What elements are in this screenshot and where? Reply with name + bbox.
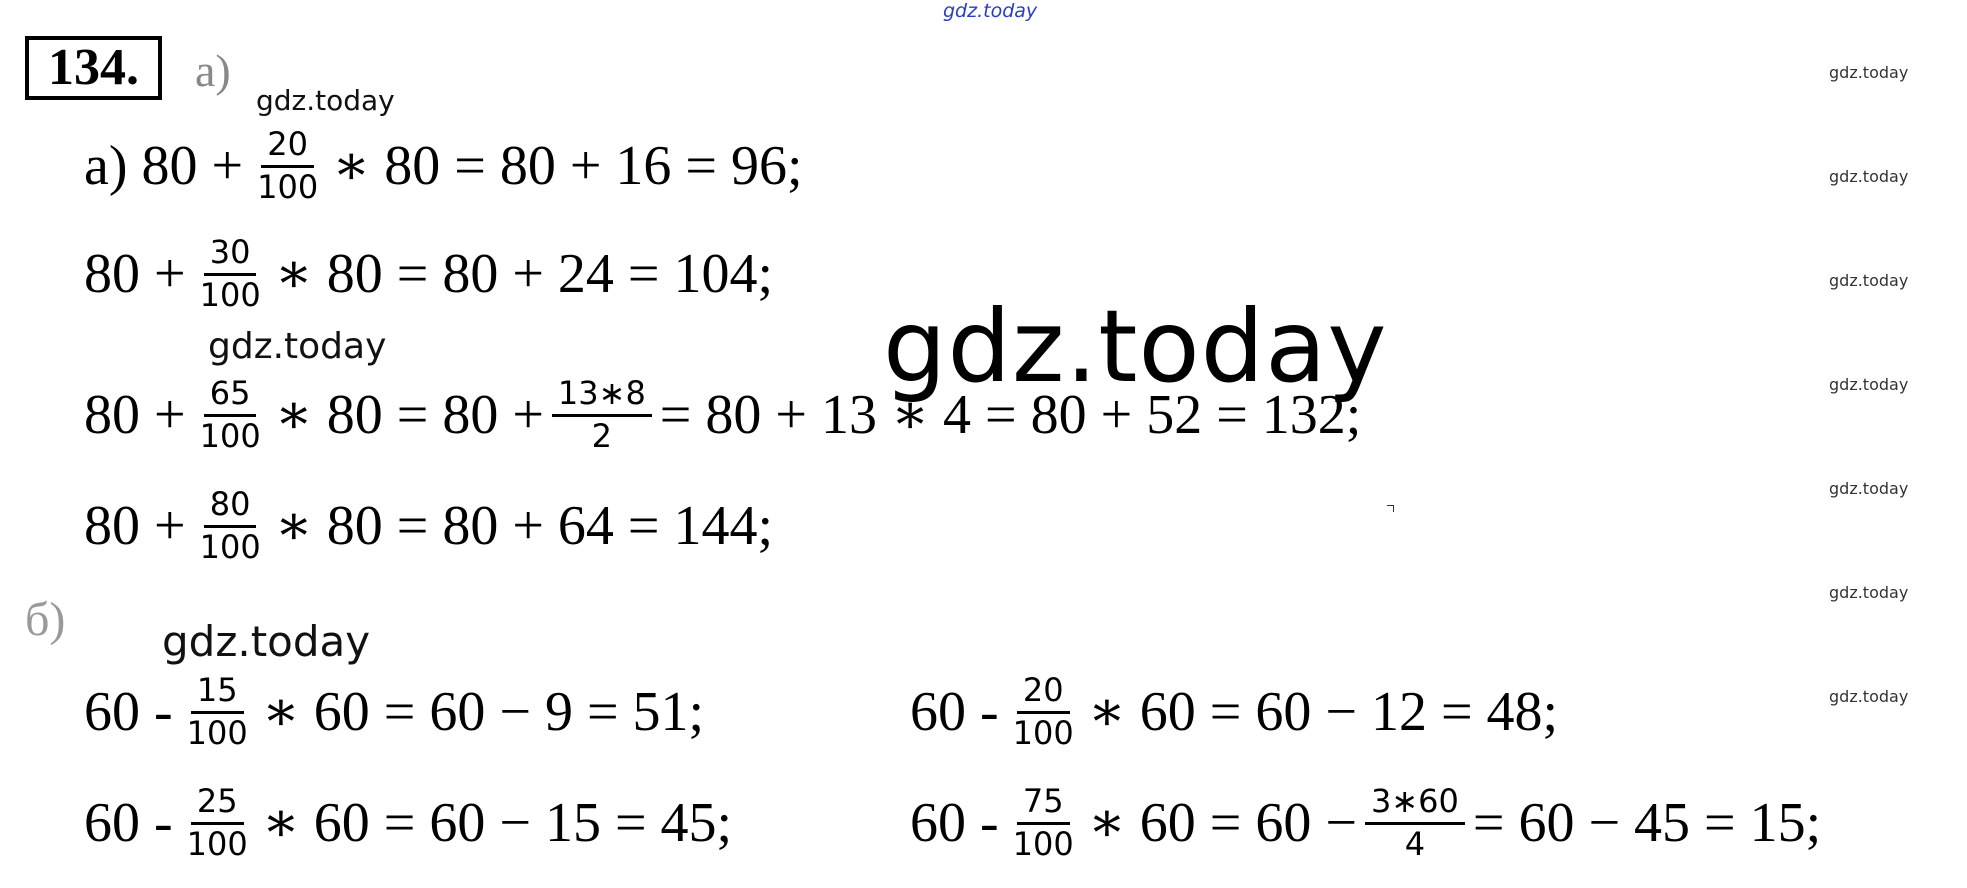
- watermark-side: gdz.today: [1829, 479, 1909, 498]
- fraction: [194, 233, 267, 314]
- equation-middle: ∗ 60 = 60 −: [1087, 792, 1357, 855]
- equation-prefix: 60 -: [910, 681, 999, 744]
- fraction-denominator: 100: [186, 713, 248, 752]
- fraction: [552, 374, 652, 455]
- watermark-small: gdz.today: [256, 84, 395, 117]
- fraction-numerator: 65: [204, 377, 257, 417]
- equation-middle: ∗ 80 = 80 +: [274, 384, 544, 447]
- problem-number: [25, 36, 162, 100]
- fraction: [194, 485, 267, 566]
- fraction-denominator: 2: [591, 416, 613, 455]
- equation-line: [84, 485, 774, 566]
- fraction-denominator: 100: [257, 167, 319, 206]
- equation-rest: = 60 − 45 = 15;: [1472, 792, 1822, 855]
- fraction: [1365, 782, 1465, 863]
- equation-line: [84, 233, 774, 314]
- fraction-numerator: 15: [191, 674, 244, 714]
- fraction-numerator: 13∗8: [552, 377, 652, 417]
- watermark-small: gdz.today: [208, 326, 387, 367]
- fraction-denominator: 100: [1012, 824, 1074, 863]
- part-a-heading: а): [195, 45, 231, 96]
- equation-prefix: 80 +: [84, 243, 186, 306]
- fraction: [194, 374, 267, 455]
- fraction: [181, 782, 254, 863]
- equation-rest: ∗ 80 = 80 + 16 = 96;: [332, 135, 803, 198]
- equation-rest: ∗ 60 = 60 − 15 = 45;: [261, 792, 733, 855]
- fraction-numerator: 25: [191, 785, 244, 825]
- problem-number-value: 134: [48, 39, 126, 96]
- equation-prefix: 80 +: [84, 495, 186, 558]
- fraction-denominator: 100: [186, 824, 248, 863]
- fraction-denominator: 4: [1404, 824, 1426, 863]
- equation-rest: ∗ 80 = 80 + 64 = 144;: [274, 495, 774, 558]
- fraction-denominator: 100: [199, 275, 261, 314]
- fraction: [1007, 782, 1080, 863]
- equation-prefix: 60 -: [910, 792, 999, 855]
- fraction: [181, 671, 254, 752]
- equation-prefix: 60 -: [84, 792, 173, 855]
- fraction: [251, 125, 324, 206]
- fraction-denominator: 100: [1012, 713, 1074, 752]
- equation-rest: ∗ 60 = 60 − 12 = 48;: [1087, 681, 1559, 744]
- fraction-numerator: 75: [1017, 785, 1070, 825]
- watermark-side: gdz.today: [1829, 687, 1909, 706]
- fraction-denominator: 100: [199, 527, 261, 566]
- equation-line: [84, 782, 733, 863]
- part-b-heading: б): [25, 593, 66, 646]
- fraction: [1007, 671, 1080, 752]
- watermark-side: gdz.today: [1829, 271, 1909, 290]
- scan-artifact: [1387, 505, 1394, 512]
- watermark-side: gdz.today: [1829, 583, 1909, 602]
- problem-number-dot: .: [126, 39, 139, 96]
- watermark-side: gdz.today: [1829, 375, 1909, 394]
- fraction-numerator: 20: [261, 128, 314, 168]
- fraction-numerator: 20: [1017, 674, 1070, 714]
- fraction-numerator: 80: [204, 488, 257, 528]
- fraction-numerator: 3∗60: [1365, 785, 1465, 825]
- equation-prefix: 80 +: [84, 384, 186, 447]
- equation-rest: ∗ 80 = 80 + 24 = 104;: [274, 243, 774, 306]
- watermark-small: gdz.today: [162, 617, 371, 666]
- watermark-side: gdz.today: [1829, 167, 1909, 186]
- equation-prefix: а) 80 +: [84, 135, 244, 198]
- watermark-large: gdz.today: [883, 288, 1388, 405]
- equation-rest: ∗ 60 = 60 − 9 = 51;: [261, 681, 705, 744]
- equation-line: [910, 671, 1559, 752]
- fraction-numerator: 30: [204, 236, 257, 276]
- equation-line: [84, 374, 1362, 455]
- equation-line: [910, 782, 1822, 863]
- watermark-top: gdz.today: [943, 0, 1038, 22]
- watermark-side: gdz.today: [1829, 63, 1909, 82]
- equation-prefix: 60 -: [84, 681, 173, 744]
- equation-line: [84, 671, 705, 752]
- equation-rest: = 80 + 13 ∗ 4 = 80 + 52 = 132;: [659, 384, 1362, 447]
- fraction-denominator: 100: [199, 416, 261, 455]
- equation-line: [84, 125, 803, 206]
